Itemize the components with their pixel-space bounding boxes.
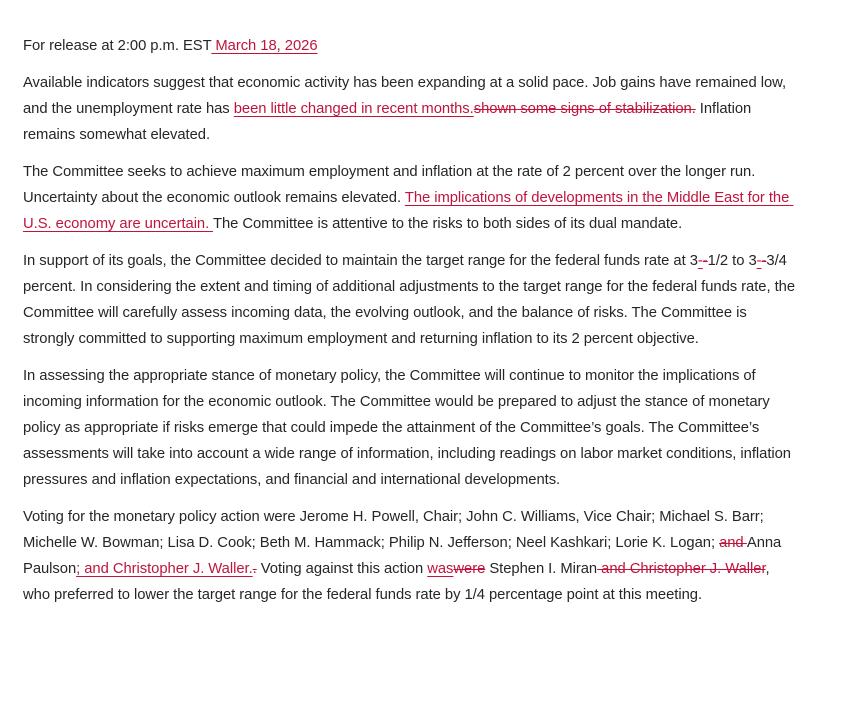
inserted-text: The implications of developments in the Middle East for the U.S. economy are uncertain. [23, 190, 794, 232]
paragraph-goals [23, 159, 799, 237]
deleted-text: and [719, 535, 747, 551]
text-run: The Committee is attentive to the risks to both sides of its dual mandate. [212, 216, 683, 232]
deleted-text: shown some signs of stabilization. [473, 101, 696, 117]
deleted-text: and Christopher J. Waller [597, 561, 766, 577]
text-run: Voting for the monetary policy action were Jerome H. Powell, Chair; John C. Williams, Vice Chair; Michael S. Barr; Michelle W. Bowman; Lisa D. Cook; Beth M. Hammack; Philip N. Jefferson; Neel Kashkari; Lorie K. Logan; [23, 509, 768, 551]
text-run: The Committee seeks to achieve maximum employment and inflation at the rate of 2 percent over the longer run. Uncertainty about the economic outlook remains elevated. [23, 164, 760, 206]
deleted-text: - [702, 253, 708, 269]
text-run: Available indicators suggest that economic activity has been expanding at a solid pace. Job gains have remained low, and the unemployment rate has [23, 75, 791, 117]
text-run: 1/2 to 3 [707, 253, 757, 269]
paragraph-monitoring [23, 363, 799, 493]
paragraph-economic-activity [23, 70, 799, 148]
text-run: Anna Paulson [23, 535, 786, 577]
text-run: Inflation remains somewhat elevated. [23, 101, 756, 143]
text-run: Stephen I. Miran [485, 561, 598, 577]
deleted-text: - [761, 253, 767, 269]
text-run: For release at 2:00 p.m. EST [23, 38, 212, 54]
release-line [23, 33, 799, 59]
inserted-text: - [697, 253, 703, 269]
inserted-text: been little changed in recent months. [233, 101, 474, 117]
inserted-text: March 18, 2026 [211, 38, 318, 54]
text-run: Voting against this action [256, 561, 428, 577]
paragraph-voting [23, 504, 799, 608]
text-run: 3/4 percent. In considering the extent and timing of additional adjustments to the target range for the federal funds rate, the Committee will carefully assess incoming data, the evolving outlook, and the balance of risks. The Committee is strongly committed to supporting maximum employment and returning inflation to its 2 percent objective. [23, 253, 800, 347]
text-run: In assessing the appropriate stance of monetary policy, the Committee will continue to monitor the implications of incoming information for the economic outlook. The Committee would be prepared to adjust the stance of monetary policy as appropriate if risks emerge that could impede the attainment of the Committee’s goals. The Committee’s assessments will take into account a wide range of information, including readings on labor market conditions, inflation pressures and inflation expectations, and financial and international developments. [23, 368, 796, 488]
text-run: In support of its goals, the Committee decided to maintain the target range for the federal funds rate at 3 [23, 253, 698, 269]
inserted-text: - [756, 253, 762, 269]
inserted-text: was [427, 561, 454, 577]
paragraph-policy-decision [23, 248, 799, 352]
text-run: , who preferred to lower the target range for the federal funds rate by 1/4 percentage point at this meeting. [23, 561, 774, 603]
document-body [23, 33, 799, 619]
deleted-text: . [252, 561, 257, 577]
deleted-text: were [453, 561, 486, 577]
inserted-text: ; and Christopher J. Waller. [76, 561, 253, 577]
